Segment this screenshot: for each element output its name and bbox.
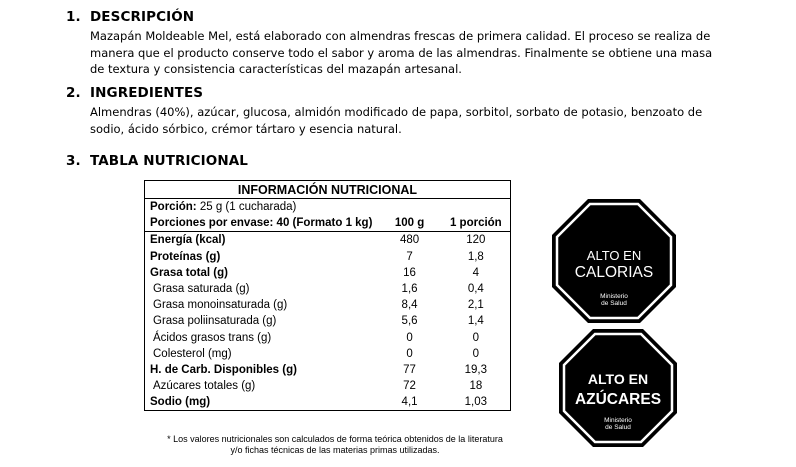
table-row xyxy=(145,249,511,265)
octagon-seal-icon xyxy=(551,198,677,324)
servings-cell xyxy=(145,215,378,232)
section-number: 3. xyxy=(66,153,81,169)
table-row xyxy=(145,281,511,297)
value-portion: 19,3 xyxy=(464,363,488,376)
nutrient-label: Grasa total (g) xyxy=(150,266,228,279)
nutrition-table xyxy=(144,180,511,411)
table-row xyxy=(145,394,511,411)
section-heading xyxy=(66,9,730,25)
column-header-row xyxy=(145,215,511,232)
section-title: TABLA NUTRICIONAL xyxy=(90,153,248,169)
value-portion: 2,1 xyxy=(467,299,484,312)
value-portion: 0 xyxy=(472,331,480,344)
nutrient-label: Colesterol (mg) xyxy=(153,347,232,360)
table-row xyxy=(145,232,511,249)
seal-line-1: ALTO EN xyxy=(587,371,649,387)
portion-row xyxy=(145,199,511,216)
seal-line-2: AZÚCARES xyxy=(574,391,662,408)
footnote-line-2: y/o fichas técnicas de las materias primas utilizadas. xyxy=(230,445,440,455)
section-heading xyxy=(66,153,248,169)
nutrient-label: Sodio (mg) xyxy=(150,396,211,409)
nutrition-footnote xyxy=(133,434,537,456)
nutrient-label: Grasa poliinsaturada (g) xyxy=(153,315,277,328)
section-description xyxy=(66,9,730,78)
table-row xyxy=(145,362,511,378)
seal-ministry-2: de Salud xyxy=(601,300,627,307)
nutrient-label: Grasa saturada (g) xyxy=(153,283,250,296)
nutrition-header-row xyxy=(145,181,511,199)
value-100g: 0 xyxy=(406,331,413,344)
servings-value: 40 (Formato 1 kg) xyxy=(273,217,373,230)
section-body: Mazapán Moldeable Mel, está elaborado con almendras frescas de primera calidad. El proceso se realiza de manera que el producto conserve todo el sabor y aroma de las almendras. Finalmente se obtiene una masa de textura y consistencia características del mazapán artesanal. xyxy=(90,29,713,76)
table-row xyxy=(145,378,511,394)
seal-ministry-2: de Salud xyxy=(605,424,631,431)
value-portion: 0,4 xyxy=(467,283,484,296)
section-body: Almendras (40%), azúcar, glucosa, almidón modificado de papa, sorbitol, sorbato de potasio, benzoato de sodio, ácido sórbico, crémor tártaro y esencia natural. xyxy=(90,105,703,136)
seal-ministry-1: Ministerio xyxy=(604,417,632,424)
section-ingredients xyxy=(66,85,730,137)
table-row xyxy=(145,265,511,281)
nutrient-label: Energía (kcal) xyxy=(150,234,226,247)
nutrient-label: H. de Carb. Disponibles (g) xyxy=(150,363,297,376)
seal-line-1: ALTO EN xyxy=(586,248,642,263)
value-100g: 4,1 xyxy=(401,396,418,409)
nutrient-label: Proteínas (g) xyxy=(150,250,221,263)
section-number: 1. xyxy=(66,9,81,25)
nutrient-label: Grasa monoinsaturada (g) xyxy=(153,299,288,312)
nutrition-header: INFORMACIÓN NUTRICIONAL xyxy=(145,181,511,199)
value-100g: 72 xyxy=(403,380,416,393)
value-100g: 77 xyxy=(403,363,416,376)
high-sugars-seal xyxy=(558,328,678,448)
portion-value: 25 g (1 cucharada) xyxy=(196,201,297,214)
table-row xyxy=(145,297,511,313)
table-row xyxy=(145,330,511,346)
nutrient-label: Ácidos grasos trans (g) xyxy=(153,331,272,344)
value-portion: 4 xyxy=(472,266,480,279)
value-portion: 0 xyxy=(472,347,480,360)
portion-label: Porción: xyxy=(150,201,197,214)
table-row xyxy=(145,346,511,362)
value-100g: 480 xyxy=(399,234,420,247)
value-100g: 16 xyxy=(403,266,416,279)
servings-label: Porciones por envase: xyxy=(150,217,274,230)
column-portion: 1 porción xyxy=(442,215,511,232)
nutrient-label: Azúcares totales (g) xyxy=(153,380,256,393)
section-title: DESCRIPCIÓN xyxy=(90,9,195,25)
portion-cell xyxy=(145,199,511,216)
value-100g: 7 xyxy=(406,250,413,263)
seal-ministry-1: Ministerio xyxy=(600,293,628,300)
seal-line-2: CALORIAS xyxy=(574,264,654,281)
value-100g: 1,6 xyxy=(401,283,418,296)
section-nutrition-title xyxy=(66,153,248,169)
value-portion: 120 xyxy=(466,234,486,247)
value-100g: 5,6 xyxy=(401,315,418,328)
octagon-seal-icon xyxy=(558,328,678,448)
high-calories-seal xyxy=(551,198,677,324)
section-number: 2. xyxy=(66,85,81,101)
section-title: INGREDIENTES xyxy=(90,85,204,101)
column-100g: 100 g xyxy=(377,215,441,232)
value-portion: 1,4 xyxy=(467,315,484,328)
value-portion: 1,03 xyxy=(464,396,488,409)
value-portion: 18 xyxy=(469,380,483,393)
value-100g: 0 xyxy=(406,347,413,360)
section-heading xyxy=(66,85,730,101)
value-100g: 8,4 xyxy=(401,299,418,312)
footnote-line-1: * Los valores nutricionales son calculados de forma teórica obtenidos de la literatura xyxy=(167,434,503,444)
table-row xyxy=(145,313,511,329)
value-portion: 1,8 xyxy=(467,250,484,263)
